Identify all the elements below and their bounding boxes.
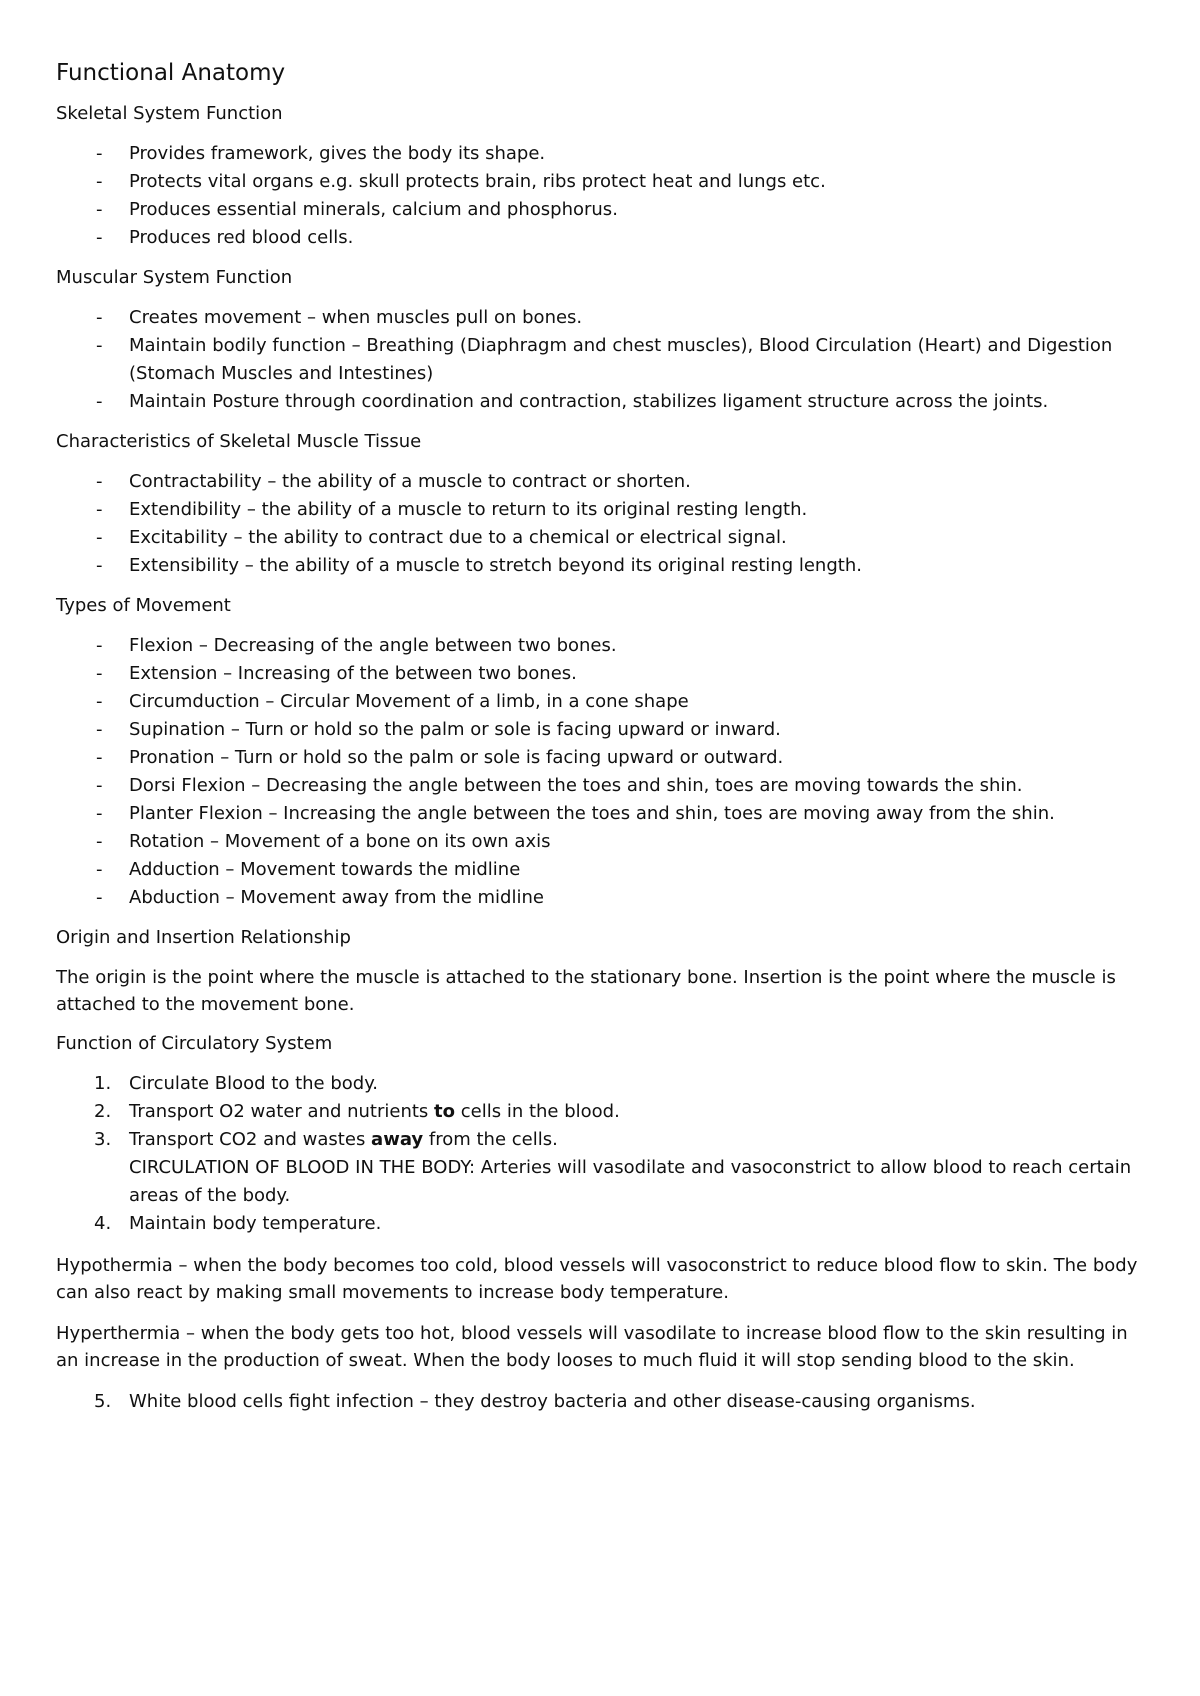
list-item-text: Adduction – Movement towards the midline [129,859,521,880]
list-item [56,1098,1146,1126]
list-item [56,1126,1146,1210]
list-item-text: Creates movement – when muscles pull on bones. [129,307,583,328]
list-item [56,828,1146,856]
dash-marker: - [96,227,103,248]
list-item-text: Extension – Increasing of the between two bones. [129,663,577,684]
dash-marker: - [96,143,103,164]
emphasis-text: to [434,1101,456,1122]
list-item [56,800,1146,828]
list-item [56,196,1146,224]
number-marker: 4. [94,1213,112,1234]
skeletal-list [56,140,1146,252]
list-item [56,772,1146,800]
list-item [56,744,1146,772]
list-item-text: Contractability – the ability of a muscle to contract or shorten. [129,471,691,492]
origin-paragraph: The origin is the point where the muscle is attached to the stationary bone. Insertion is the point where the muscle is attached to the movement bone. [56,967,1116,1015]
dash-marker: - [96,471,103,492]
list-item [56,224,1146,252]
dash-marker: - [96,391,103,412]
dash-marker: - [96,527,103,548]
list-item-text: Produces red blood cells. [129,227,354,248]
dash-marker: - [96,199,103,220]
dash-marker: - [96,747,103,768]
list-item-text: Extendibility – the ability of a muscle to return to its original resting length. [129,499,808,520]
list-item-text: Supination – Turn or hold so the palm or sole is facing upward or inward. [129,719,781,740]
list-item-text: Maintain body temperature. [129,1213,382,1234]
list-item-text: Pronation – Turn or hold so the palm or sole is facing upward or outward. [129,747,784,768]
list-item [56,1070,1146,1098]
dash-marker: - [96,307,103,328]
hypothermia-paragraph: Hypothermia – when the body becomes too cold, blood vessels will vasoconstrict to reduce blood flow to skin. The body can also react by making small movements to increase body temperature. [56,1255,1138,1303]
list-item-text: Dorsi Flexion – Decreasing the angle between the toes and shin, toes are moving towards the shin. [129,775,1023,796]
characteristics-list [56,468,1146,580]
list-item-text: Circulate Blood to the body. [129,1073,379,1094]
dash-marker: - [96,499,103,520]
list-item [56,552,1146,580]
dash-marker: - [96,859,103,880]
list-item [56,524,1146,552]
list-item [56,884,1146,912]
list-item [56,496,1146,524]
list-item [56,140,1146,168]
list-item-text: Rotation – Movement of a bone on its own axis [129,831,551,852]
number-marker: 3. [94,1129,112,1150]
list-item [56,1210,1146,1238]
emphasis-text: away [371,1129,424,1150]
document-page [56,58,1146,1430]
dash-marker: - [96,635,103,656]
list-item-text: Abduction – Movement away from the midline [129,887,544,908]
list-item [56,856,1146,884]
circulatory-list [56,1070,1146,1238]
dash-marker: - [96,691,103,712]
list-item [56,688,1146,716]
dash-marker: - [96,719,103,740]
dash-marker: - [96,171,103,192]
origin-heading: Origin and Insertion Relationship [56,927,351,948]
list-item-text: cells in the blood. [455,1101,620,1122]
list-item-text: Flexion – Decreasing of the angle between two bones. [129,635,617,656]
list-item [56,632,1146,660]
circulation-note: CIRCULATION OF BLOOD IN THE BODY: Arteries will vasodilate and vasoconstrict to allow blood to reach certain areas of the body. [129,1157,1132,1206]
hyperthermia-paragraph: Hyperthermia – when the body gets too hot, blood vessels will vasodilate to increase blood flow to the skin resulting in an increase in the production of sweat. When the body looses to much fluid it will stop sending blood to the skin. [56,1323,1128,1371]
list-item-text: Circumduction – Circular Movement of a limb, in a cone shape [129,691,689,712]
muscular-list [56,304,1146,416]
list-item-text: from the cells. [423,1129,558,1150]
list-item [56,168,1146,196]
list-item [56,1388,1146,1416]
movement-heading: Types of Movement [56,595,231,616]
circulatory-heading: Function of Circulatory System [56,1033,333,1054]
number-marker: 5. [94,1391,112,1412]
dash-marker: - [96,803,103,824]
dash-marker: - [96,555,103,576]
number-marker: 1. [94,1073,112,1094]
characteristics-heading: Characteristics of Skeletal Muscle Tissue [56,431,422,452]
list-item-text: Extensibility – the ability of a muscle to stretch beyond its original resting length. [129,555,862,576]
dash-marker: - [96,887,103,908]
list-item-text: Provides framework, gives the body its shape. [129,143,546,164]
list-item [56,660,1146,688]
movement-list [56,632,1146,912]
dash-marker: - [96,663,103,684]
number-marker: 2. [94,1101,112,1122]
list-item-text: Transport CO2 and wastes [129,1129,372,1150]
muscular-heading: Muscular System Function [56,267,293,288]
list-item-text: Produces essential minerals, calcium and phosphorus. [129,199,618,220]
list-item-text: Maintain bodily function – Breathing (Diaphragm and chest muscles), Blood Circulation (Heart) and Digestion (Stomach Muscles and Intestines) [129,335,1113,384]
list-item-text: White blood cells fight infection – they destroy bacteria and other disease-causing organisms. [129,1391,976,1412]
list-item [56,468,1146,496]
dash-marker: - [96,335,103,356]
document-title: Functional Anatomy [56,60,286,86]
list-item [56,304,1146,332]
list-item-text: Excitability – the ability to contract due to a chemical or electrical signal. [129,527,787,548]
list-item-text: Protects vital organs e.g. skull protects brain, ribs protect heat and lungs etc. [129,171,826,192]
list-item-text: Planter Flexion – Increasing the angle between the toes and shin, toes are moving away from the shin. [129,803,1055,824]
list-item-text: Maintain Posture through coordination and contraction, stabilizes ligament structure across the joints. [129,391,1049,412]
skeletal-heading: Skeletal System Function [56,103,283,124]
list-item [56,332,1146,388]
dash-marker: - [96,775,103,796]
list-item [56,716,1146,744]
circulatory-list-continued [56,1388,1146,1416]
list-item [56,388,1146,416]
list-item-text: Transport O2 water and nutrients [129,1101,435,1122]
dash-marker: - [96,831,103,852]
